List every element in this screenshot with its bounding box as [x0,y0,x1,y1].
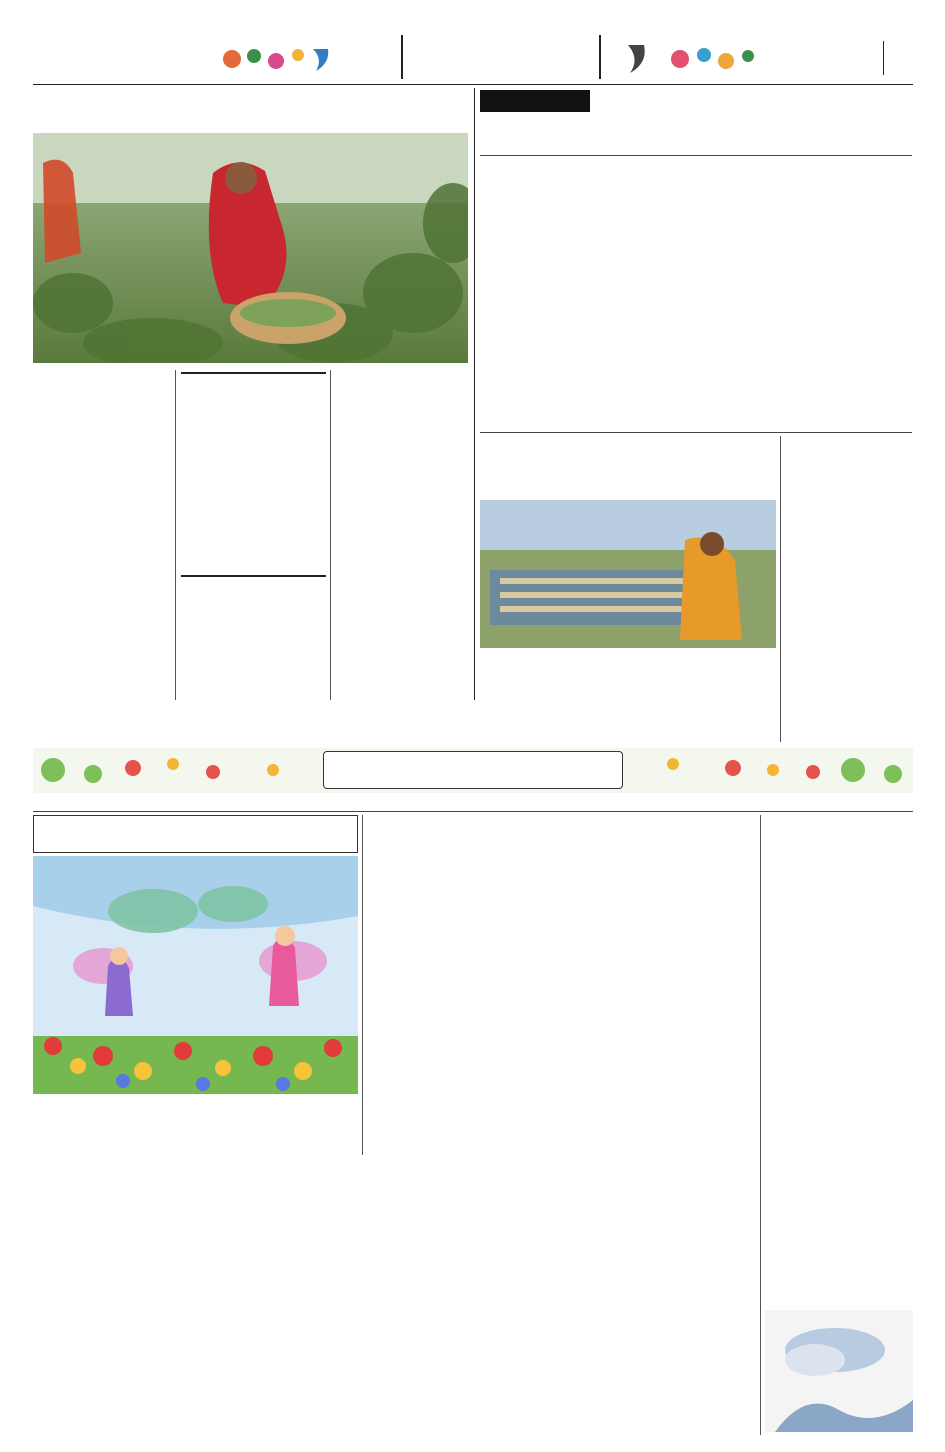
news-headline [480,115,912,155]
chalan-column-3 [785,440,912,742]
poem-2-body [605,815,750,985]
lead-column-3 [335,370,468,700]
lead-headline [33,88,468,130]
poem-0-body [368,815,478,1065]
chalan-column-2 [629,664,776,742]
story-illustration [33,856,358,1094]
story-divider [362,815,363,1155]
poem-3 [765,815,913,1100]
news-headline-rule [480,155,912,156]
poems-divider [760,815,761,1435]
poem-6 [478,1160,600,1430]
masthead-ornament-left [218,41,338,77]
masthead-ornament-right [618,41,768,77]
chalan-col-divider [780,436,781,742]
poem-0 [368,815,478,1095]
section-title [401,35,601,79]
poem-1-body [478,858,598,1038]
lead-column-1 [33,370,171,700]
chalan-caption [480,652,776,662]
main-column-divider [474,88,475,700]
poem-9 [765,1105,913,1305]
poem-6-body [478,1160,600,1405]
poem-5 [368,1100,478,1330]
poem-5-body [368,1100,478,1305]
poem-7-body [605,1162,755,1287]
banner-title [323,751,623,789]
poem-9-body [765,1105,913,1280]
lead-col-divider-2 [330,370,331,700]
pullquote-text [183,378,324,574]
poem-4 [605,1030,750,1160]
lead-pullquote [181,372,326,577]
page-number [883,41,913,75]
poem-7 [605,1162,755,1312]
submission-notice [33,797,913,809]
news-column-3 [767,160,912,432]
lead-photo [33,133,468,363]
story-title [33,815,358,853]
children-banner [33,748,913,793]
lead-column-2 [181,583,326,700]
lead-col-divider-1 [175,370,176,700]
supplement-logo [33,37,173,79]
poem-2 [605,815,750,1015]
poem-9-illustration [765,1310,913,1432]
poem-4-body [605,1030,750,1130]
story-column-1 [33,1158,173,1428]
masthead [33,35,913,83]
news-kicker [480,90,590,112]
chalan-photo [480,500,776,648]
poem-1 [478,858,598,1068]
masthead-rule [33,84,913,85]
chalan-column-1 [480,664,623,742]
story-column-2 [179,1158,319,1428]
chalan-headline [480,436,782,498]
poem-8-body [605,1318,755,1410]
notice-rule [33,811,913,812]
news-column-2 [623,160,761,432]
poem-8 [605,1318,755,1433]
news-column-1 [480,160,617,432]
poem-3-body [765,815,913,1070]
news-bottom-rule [480,432,912,433]
